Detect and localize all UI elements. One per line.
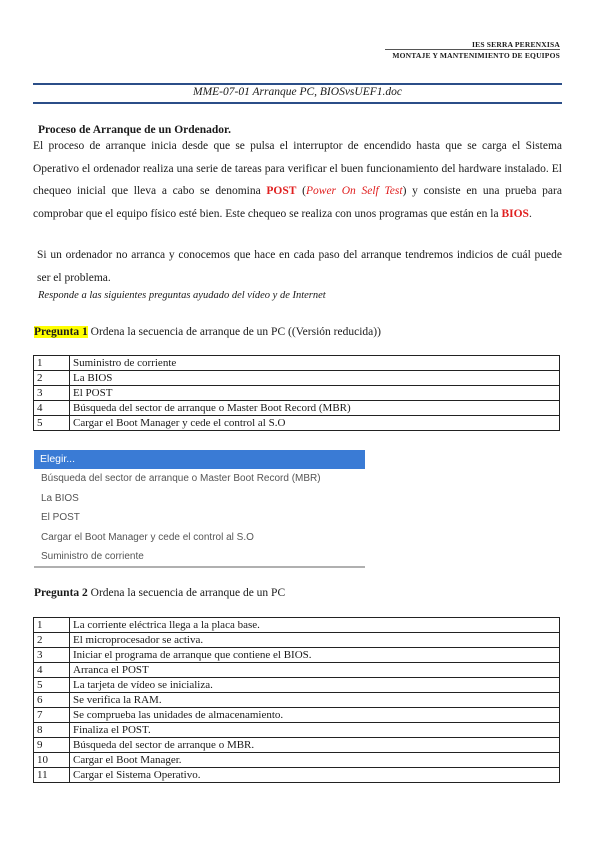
table-row xyxy=(34,738,560,753)
row-number: 2 xyxy=(34,371,70,386)
row-number: 1 xyxy=(34,618,70,633)
row-text: Suministro de corriente xyxy=(70,356,560,371)
question1-text: Ordena la secuencia de arranque de un PC ((Versión reducida)) xyxy=(87,326,381,338)
header-module: MONTAJE Y MANTENIMIENTO DE EQUIPOS xyxy=(392,51,560,60)
row-number: 2 xyxy=(34,633,70,648)
dropdown-scroll-edge xyxy=(34,566,365,568)
question1-table xyxy=(33,355,560,431)
table-row xyxy=(34,386,560,401)
row-number: 4 xyxy=(34,401,70,416)
question1-label: Pregunta 1 xyxy=(34,326,88,338)
question2-heading xyxy=(34,587,285,599)
row-text: La corriente eléctrica llega a la placa base. xyxy=(70,618,560,633)
row-text: Búsqueda del sector de arranque o Master Boot Record (MBR) xyxy=(70,401,560,416)
title-rule-bottom xyxy=(33,102,562,104)
post-term: POST xyxy=(266,185,297,198)
row-number: 6 xyxy=(34,693,70,708)
dropdown-selected-option[interactable]: Elegir... xyxy=(34,450,365,469)
table-row xyxy=(34,618,560,633)
table-row xyxy=(34,663,560,678)
table-row xyxy=(34,708,560,723)
dropdown-option[interactable]: Búsqueda del sector de arranque o Master Boot Record (MBR) xyxy=(41,473,321,484)
row-text: Se verifica la RAM. xyxy=(70,693,560,708)
table-row xyxy=(34,356,560,371)
row-text: La BIOS xyxy=(70,371,560,386)
row-text: Cargar el Boot Manager y cede el control al S.O xyxy=(70,416,560,431)
row-number: 3 xyxy=(34,648,70,663)
row-number: 8 xyxy=(34,723,70,738)
dropdown-option[interactable]: Cargar el Boot Manager y cede el control al S.O xyxy=(41,531,254,543)
question2-text: Ordena la secuencia de arranque de un PC xyxy=(87,587,286,599)
row-text: La tarjeta de vídeo se inicializa. xyxy=(70,678,560,693)
answer-dropdown-list[interactable] xyxy=(34,450,365,568)
question2-label: Pregunta 2 xyxy=(34,587,88,599)
header-divider xyxy=(385,49,560,50)
row-number: 5 xyxy=(34,678,70,693)
diagnosis-paragraph: Si un ordenador no arranca y conocemos que hace en cada paso del arranque tendremos indicios de cuál puede ser el problema. xyxy=(37,249,562,284)
table-row xyxy=(34,693,560,708)
row-text: Arranca el POST xyxy=(70,663,560,678)
bios-term: BIOS xyxy=(501,207,529,220)
intro-text-2: ) y consiste en una prueba para comprobar que el equipo físico esté bien. Este chequeo se realiza con unos programas que están en la xyxy=(33,185,562,220)
row-number: 9 xyxy=(34,738,70,753)
row-number: 3 xyxy=(34,386,70,401)
paren-open: ( xyxy=(296,185,306,198)
row-text: Iniciar el programa de arranque que contiene el BIOS. xyxy=(70,648,560,663)
section-heading: Proceso de Arranque de un Ordenador. xyxy=(38,124,231,136)
table-row xyxy=(34,678,560,693)
row-text: El microprocesador se activa. xyxy=(70,633,560,648)
row-number: 11 xyxy=(34,768,70,783)
intro-paragraph xyxy=(33,135,562,225)
row-text: El POST xyxy=(70,386,560,401)
instruction-text: Responde a las siguientes preguntas ayudado del vídeo y de Internet xyxy=(38,290,326,301)
row-number: 4 xyxy=(34,663,70,678)
intro-text-end: . xyxy=(528,207,532,220)
row-number: 5 xyxy=(34,416,70,431)
table-row xyxy=(34,648,560,663)
question1-heading xyxy=(34,326,381,338)
table-row xyxy=(34,416,560,431)
document-title: MME-07-01 Arranque PC, BIOSvsUEF1.doc xyxy=(193,86,402,98)
post-expansion: Power On Self Test xyxy=(306,185,403,198)
dropdown-option[interactable]: La BIOS xyxy=(41,492,79,504)
intro-text-1: El proceso de arranque inicia desde que se pulsa el interruptor de encendido hasta que se carga el Sistema Operativo el ordenador realiza una serie de tareas para verificar el buen funcionamiento del hardware instalado. El chequeo inicial que lleva a cabo se denomina xyxy=(33,140,562,198)
row-text: Finaliza el POST. xyxy=(70,723,560,738)
table-row xyxy=(34,371,560,386)
row-text: Se comprueba las unidades de almacenamiento. xyxy=(70,708,560,723)
table-row xyxy=(34,753,560,768)
title-rule-top xyxy=(33,83,562,85)
row-number: 1 xyxy=(34,356,70,371)
row-text: Cargar el Sistema Operativo. xyxy=(70,768,560,783)
row-number: 10 xyxy=(34,753,70,768)
dropdown-option[interactable]: El POST xyxy=(41,512,80,523)
table-row xyxy=(34,768,560,783)
dropdown-option[interactable]: Suministro de corriente xyxy=(41,551,144,562)
table-row xyxy=(34,723,560,738)
table-row xyxy=(34,401,560,416)
header-school: IES SERRA PERENXISA xyxy=(472,40,560,49)
question2-table xyxy=(33,617,560,783)
row-text: Cargar el Boot Manager. xyxy=(70,753,560,768)
table-row xyxy=(34,633,560,648)
row-text: Búsqueda del sector de arranque o MBR. xyxy=(70,738,560,753)
row-number: 7 xyxy=(34,708,70,723)
